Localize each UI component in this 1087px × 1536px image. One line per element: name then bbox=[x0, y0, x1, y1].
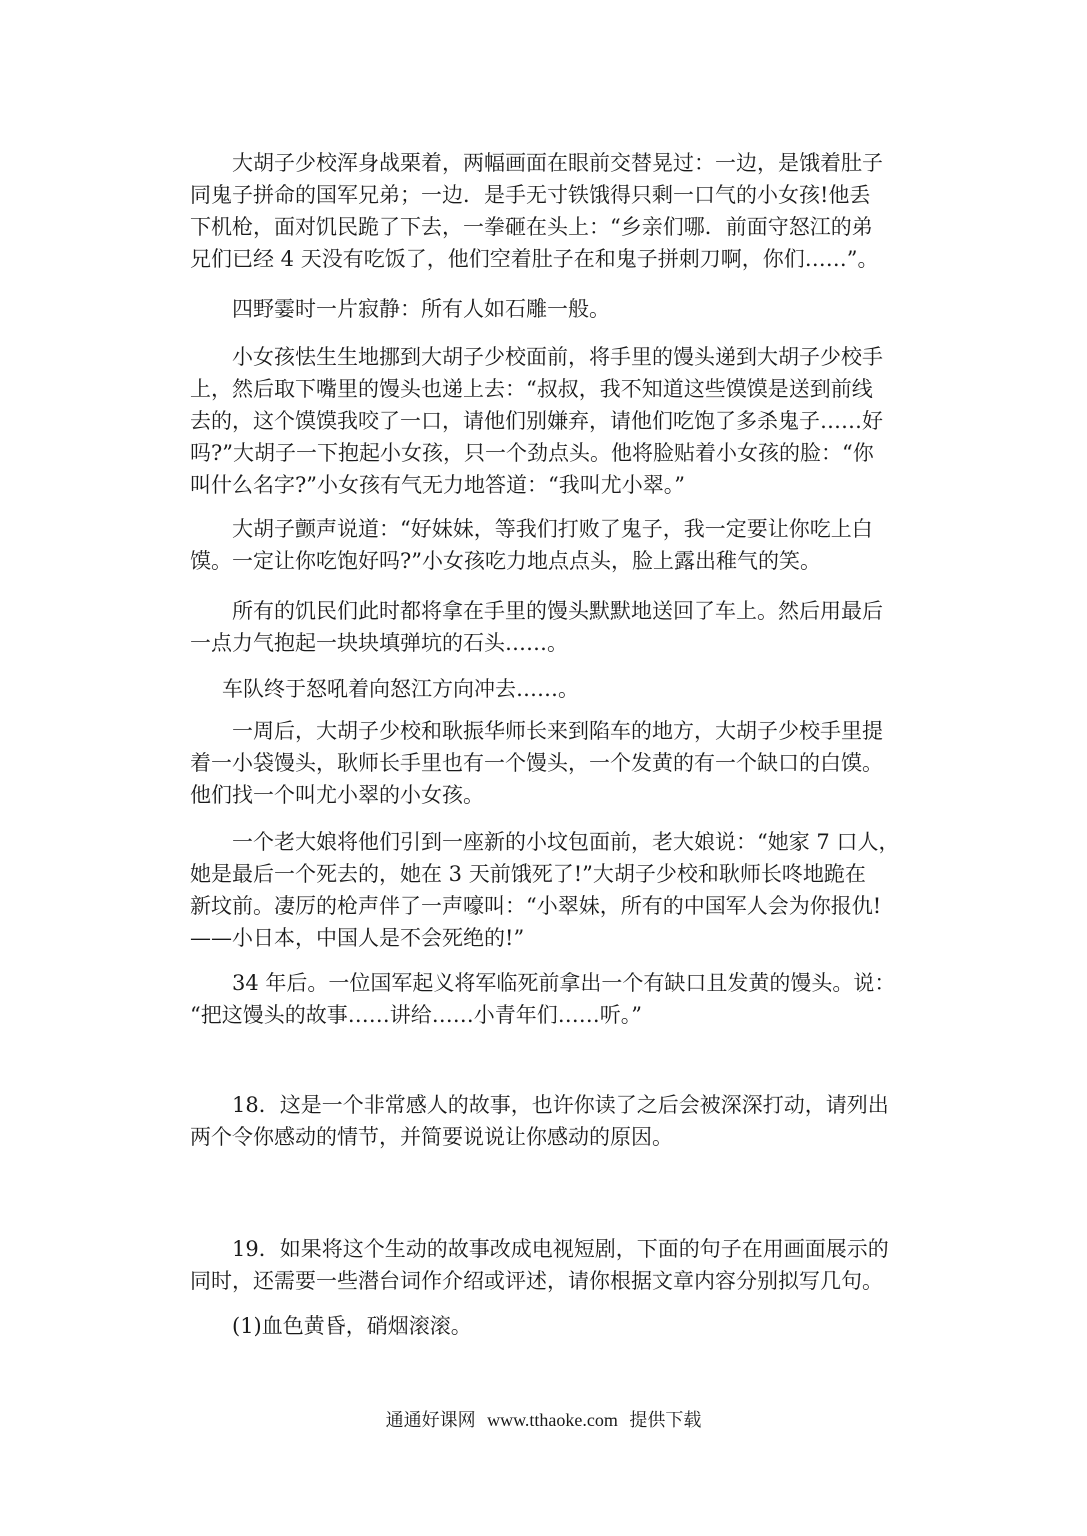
question-19 bbox=[190, 1233, 902, 1297]
text-line: 去的，这个馍馍我咬了一口，请他们别嫌弃，请他们吃饱了多杀鬼子……好 bbox=[190, 409, 883, 433]
story-paragraph-1 bbox=[190, 147, 902, 275]
text-line: 吗?”大胡子一下抱起小女孩，只一个劲点头。他将脸贴着小女孩的脸：“你 bbox=[190, 441, 874, 465]
footer-suffix: 提供下载 bbox=[629, 1410, 702, 1431]
text-line: “把这馒头的故事……讲给……小青年们……听。” bbox=[190, 1003, 642, 1027]
text-line: 大胡子颤声说道：“好妹妹，等我们打败了鬼子，我一定要让你吃上白 bbox=[232, 517, 873, 541]
text-line: ——小日本，中国人是不会死绝的!” bbox=[190, 926, 525, 950]
question-19-item-1 bbox=[190, 1310, 902, 1342]
question-18 bbox=[190, 1089, 902, 1153]
text-line: 一个老大娘将他们引到一座新的小坟包面前，老大娘说：“她家 7 口人， bbox=[232, 830, 900, 854]
text-line: 34 年后。一位国军起义将军临死前拿出一个有缺口且发黄的馒头。说： bbox=[232, 971, 896, 995]
story-paragraph-8 bbox=[190, 826, 902, 954]
text-line: 兄们已经 4 天没有吃饭了，他们空着肚子在和鬼子拼刺刀啊，你们……”。 bbox=[190, 247, 879, 271]
story-paragraph-9 bbox=[190, 967, 902, 1031]
text-line: (1)血色黄昏，硝烟滚滚。 bbox=[232, 1314, 472, 1338]
text-line: 新坟前。凄厉的枪声伴了一声嚎叫：“小翠妹，所有的中国军人会为你报仇! bbox=[190, 894, 882, 918]
text-line: 两个令你感动的情节，并简要说说让你感动的原因。 bbox=[190, 1125, 673, 1149]
text-line: 同鬼子拼命的国军兄弟；一边．是手无寸铁饿得只剩一口气的小女孩!他丢 bbox=[190, 183, 871, 207]
text-line: 小女孩怯生生地挪到大胡子少校面前，将手里的馒头递到大胡子少校手 bbox=[232, 345, 883, 369]
text-line: 她是最后一个死去的，她在 3 天前饿死了!”大胡子少校和耿师长咚地跪在 bbox=[190, 862, 866, 886]
text-line: 上，然后取下嘴里的馒头也递上去：“叔叔，我不知道这些馍馍是送到前线 bbox=[190, 377, 873, 401]
text-line: 四野霎时一片寂静：所有人如石雕一般。 bbox=[232, 297, 610, 321]
footer-url-link[interactable]: www.tthaoke.com bbox=[487, 1410, 618, 1430]
story-paragraph-4 bbox=[190, 513, 902, 577]
page-footer bbox=[0, 1408, 1087, 1433]
text-line: 18．这是一个非常感人的故事，也许你读了之后会被深深打动，请列出 bbox=[232, 1093, 889, 1117]
text-line: 他们找一个叫尤小翠的小女孩。 bbox=[190, 783, 484, 807]
footer-site-name: 通通好课网 bbox=[385, 1410, 476, 1431]
text-line: 19．如果将这个生动的故事改成电视短剧，下面的句子在用画面展示的 bbox=[232, 1237, 889, 1261]
text-line: 大胡子少校浑身战栗着，两幅画面在眼前交替晃过：一边，是饿着肚子 bbox=[232, 151, 883, 175]
text-line: 车队终于怒吼着向怒江方向冲去……。 bbox=[222, 677, 579, 701]
text-line: 着一小袋馒头，耿师长手里也有一个馒头，一个发黄的有一个缺口的白馍。 bbox=[190, 751, 883, 775]
text-line: 同时，还需要一些潜台词作介绍或评述，请你根据文章内容分别拟写几句。 bbox=[190, 1269, 883, 1293]
story-paragraph-7 bbox=[190, 715, 902, 811]
text-line: 一点力气抱起一块块填弹坑的石头……。 bbox=[190, 631, 568, 655]
text-line: 下机枪，面对饥民跪了下去，一拳砸在头上：“乡亲们哪．前面守怒江的弟 bbox=[190, 215, 873, 239]
text-line: 叫什么名字?”小女孩有气无力地答道：“我叫尤小翠。” bbox=[190, 473, 685, 497]
text-line: 一周后，大胡子少校和耿振华师长来到陷车的地方，大胡子少校手里提 bbox=[232, 719, 883, 743]
story-paragraph-6 bbox=[190, 673, 902, 705]
text-line: 馍。一定让你吃饱好吗?”小女孩吃力地点点头，脸上露出稚气的笑。 bbox=[190, 549, 821, 573]
story-paragraph-5 bbox=[190, 595, 902, 659]
text-line: 所有的饥民们此时都将拿在手里的馒头默默地送回了车上。然后用最后 bbox=[232, 599, 883, 623]
story-paragraph-2 bbox=[190, 293, 902, 325]
story-paragraph-3 bbox=[190, 341, 902, 501]
